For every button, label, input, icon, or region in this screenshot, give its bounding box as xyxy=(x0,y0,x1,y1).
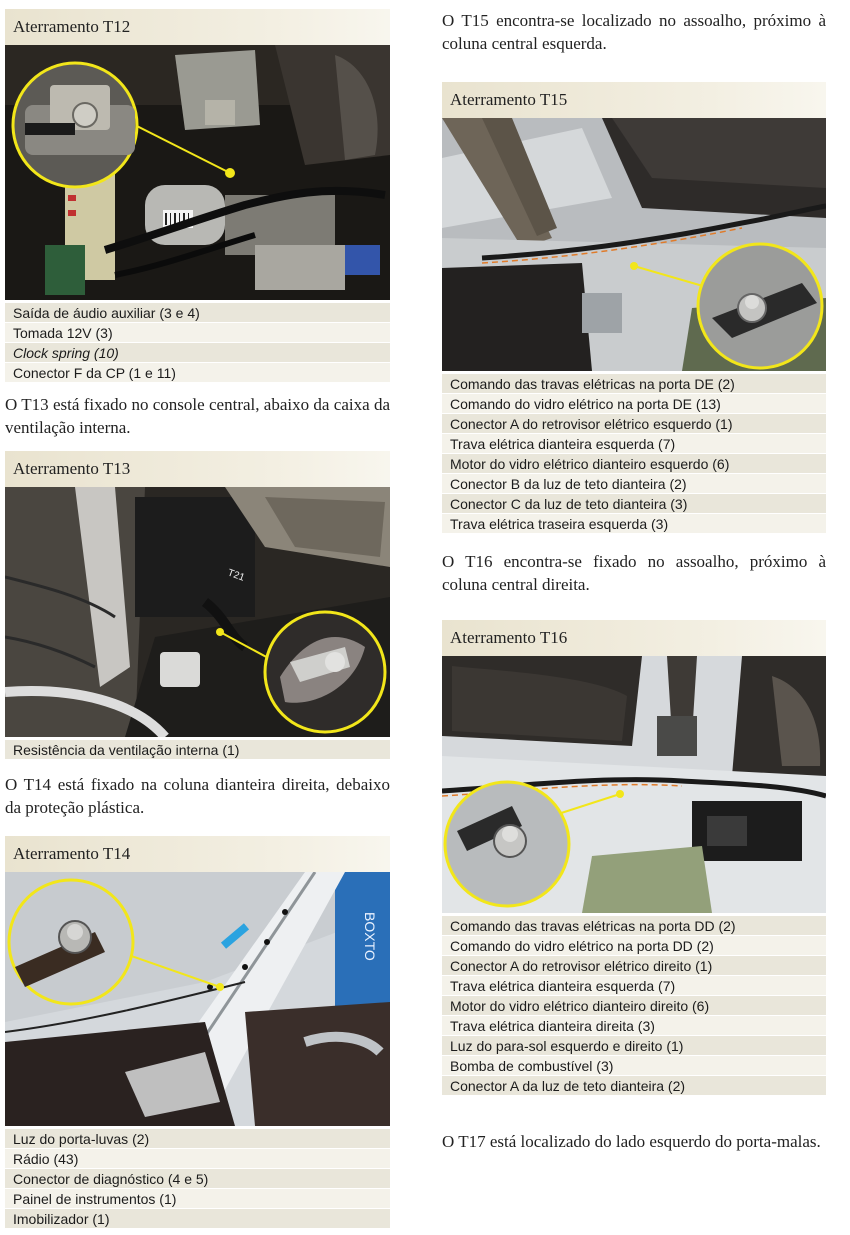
list-item: Luz do porta-luvas (2) xyxy=(5,1129,390,1149)
card-title: Aterramento T13 xyxy=(5,451,390,487)
list-item: Saída de áudio auxiliar (3 e 4) xyxy=(5,303,390,323)
list-item: Rádio (43) xyxy=(5,1149,390,1169)
list-item: Trava elétrica dianteira direita (3) xyxy=(442,1016,826,1036)
list-item: Comando do vidro elétrico na porta DE (13) xyxy=(442,394,826,414)
list-t15 xyxy=(442,374,826,534)
card-aterramento-t16 xyxy=(442,620,826,1096)
photo-t12 xyxy=(5,45,390,300)
photo-label-t21: T21 xyxy=(225,567,246,584)
photo-label-boxto: BOXTO xyxy=(362,912,378,961)
list-item: Conector A do retrovisor elétrico esquerdo (1) xyxy=(442,414,826,434)
list-item-text: Clock spring (10) xyxy=(13,345,119,361)
list-item: Tomada 12V (3) xyxy=(5,323,390,343)
list-item: Comando das travas elétricas na porta DE (2) xyxy=(442,374,826,394)
card-title: Aterramento T14 xyxy=(5,836,390,872)
card-aterramento-t12 xyxy=(5,9,390,383)
card-aterramento-t15 xyxy=(442,82,826,534)
list-item: Conector C da luz de teto dianteira (3) xyxy=(442,494,826,514)
paragraph-t14: O T14 está fixado na coluna dianteira direita, debaixo da proteção plástica. xyxy=(5,775,390,817)
paragraph-t16: O T16 encontra-se fixado no assoalho, próximo à coluna central direita. xyxy=(442,552,826,594)
paragraph-t15: O T15 encontra-se localizado no assoalho, próximo à coluna central esquerda. xyxy=(442,11,826,53)
list-item: Luz do para-sol esquerdo e direito (1) xyxy=(442,1036,826,1056)
list-item: Resistência da ventilação interna (1) xyxy=(5,740,390,760)
list-item: Conector A da luz de teto dianteira (2) xyxy=(442,1076,826,1096)
card-title: Aterramento T16 xyxy=(442,620,826,656)
list-item: Conector F da CP (1 e 11) xyxy=(5,363,390,383)
list-item: Conector de diagnóstico (4 e 5) xyxy=(5,1169,390,1189)
list-item: Conector A do retrovisor elétrico direito (1) xyxy=(442,956,826,976)
photo-t16 xyxy=(442,656,826,913)
list-item: Trava elétrica dianteira esquerda (7) xyxy=(442,976,826,996)
list-item: Conector B da luz de teto dianteira (2) xyxy=(442,474,826,494)
list-t16 xyxy=(442,916,826,1096)
card-aterramento-t13 xyxy=(5,451,390,760)
card-title: Aterramento T12 xyxy=(5,9,390,45)
list-item: Motor do vidro elétrico dianteiro esquerdo (6) xyxy=(442,454,826,474)
photo-t14 xyxy=(5,872,390,1126)
card-title: Aterramento T15 xyxy=(442,82,826,118)
list-item: Bomba de combustível (3) xyxy=(442,1056,826,1076)
card-aterramento-t14 xyxy=(5,836,390,1229)
list-item: Painel de instrumentos (1) xyxy=(5,1189,390,1209)
list-t13 xyxy=(5,740,390,760)
list-item: Trava elétrica traseira esquerda (3) xyxy=(442,514,826,534)
list-item xyxy=(5,343,390,363)
list-item: Motor do vidro elétrico dianteiro direito (6) xyxy=(442,996,826,1016)
list-item: Imobilizador (1) xyxy=(5,1209,390,1229)
list-item: Trava elétrica dianteira esquerda (7) xyxy=(442,434,826,454)
list-t14 xyxy=(5,1129,390,1229)
paragraph-t13: O T13 está fixado no console central, abaixo da caixa da ventilação interna. xyxy=(5,395,390,437)
photo-t15 xyxy=(442,118,826,371)
list-item: Comando das travas elétricas na porta DD (2) xyxy=(442,916,826,936)
list-item: Comando do vidro elétrico na porta DD (2) xyxy=(442,936,826,956)
paragraph-t17: O T17 está localizado do lado esquerdo do porta-malas. xyxy=(442,1132,821,1151)
photo-t13 xyxy=(5,487,390,737)
list-t12 xyxy=(5,303,390,383)
